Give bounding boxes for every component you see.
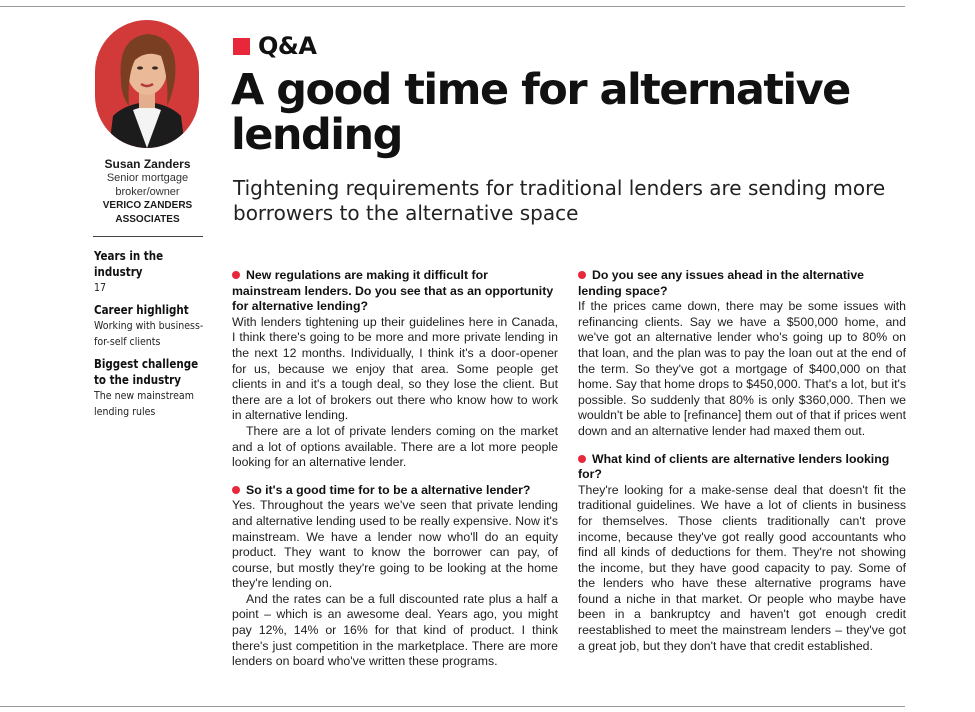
answer-paragraph: There are a lot of private lenders coming on the market and a lot of options available. There are a lot more people looking for an alternative lender.: [232, 423, 558, 470]
top-rule: [0, 6, 905, 7]
fact-value: 17: [94, 281, 107, 294]
article-column-right: [578, 268, 906, 654]
author-company: VERICO ZANDERS ASSOCIATES: [102, 200, 193, 225]
question: [578, 452, 906, 483]
subheadline: Tightening requirements for traditional lenders are sending more borrowers to the alternative space: [233, 176, 886, 225]
sidebar-divider: [93, 236, 203, 237]
fact-value: Working with business-for-self clients: [94, 319, 204, 348]
answer-paragraph: Yes. Throughout the years we've seen that private lending and alternative lending used to be really expensive. Now it's mainstream. We have a lender now who'll do an equity product. They want to know the borrower can pay, of course, but mostly they're going to be looking at the home they're lending on.: [232, 498, 558, 591]
fact-label: Biggest challenge to the industry: [94, 357, 199, 387]
author-photo: [95, 20, 199, 148]
question-text: New regulations are making it difficult for mainstream lenders. Do you see that as an opportunity for alternative lending?: [232, 268, 554, 314]
answer-paragraph: If the prices came down, there may be some issues with refinancing clients. Say we have a $500,000 home, and we've got an alternative lender who's going up to 80% on that loan, and the plan was to pay the loan out at the end of the term. So they've got a mortgage of $400,000 on that home. Say that home drops to $450,000. That's a lot, but it's possible. So suddenly that 80% is only $360,000. Then we wouldn't be able to [refinance] them out of that if prices went down and an alternative lender had maxed them out.: [578, 299, 906, 438]
fact-label: Years in the industry: [94, 249, 164, 279]
author-name: Susan Zanders: [104, 157, 191, 171]
red-square-icon: [233, 38, 250, 55]
bottom-rule: [0, 706, 905, 707]
red-bullet-icon: [578, 455, 586, 463]
headline: A good time for alternative lending: [231, 65, 850, 160]
section-tag-label: Q&A: [258, 32, 317, 60]
red-bullet-icon: [232, 271, 240, 279]
question-text: So it's a good time for to be a alternative lender?: [246, 482, 531, 497]
answer-paragraph: With lenders tightening up their guidelines here in Canada, I think there's going to be more and more private lending in the next 12 months. Individually, I think it's a door-opener for us, because we enjoy that area. Some people get clients in and it's a tough deal, so they lose the client. But there are a lot of brokers out there who know how to work in alternative lending.: [232, 314, 558, 423]
question: [578, 268, 906, 299]
answer-paragraph: And the rates can be a full discounted rate plus a half a point – which is an awesome deal. Years ago, you might pay 12%, 14% or 16% for that kind of product. I think there's just competition in the marketplace. There are more lenders on board who've written these programs.: [232, 591, 558, 669]
article-column-left: [232, 268, 558, 670]
author-role: Senior mortgage broker/owner: [106, 172, 189, 198]
question: [232, 268, 558, 315]
question-text: What kind of clients are alternative lenders looking for?: [578, 451, 890, 482]
question: [232, 483, 558, 499]
red-bullet-icon: [232, 486, 240, 494]
author-block: [90, 157, 205, 227]
fact-list: [94, 248, 206, 426]
question-text: Do you see any issues ahead in the alternative lending space?: [578, 268, 865, 298]
fact-value: The new mainstream lending rules: [94, 389, 194, 418]
fact-label: Career highlight: [94, 303, 189, 317]
answer-paragraph: They're looking for a make-sense deal that doesn't fit the traditional guidelines. We have a lot of clients in business for themselves. Those clients traditionally can't prove income, because they've got really good accountants who find all kinds of deductions for them. They're not showing the income, but they have good capacity to pay. Some of the lenders who have these alternative programs have found a niche in that market. Or people who maybe have been in a bankruptcy and haven't got enough credit reestablished to meet the mainstream lenders – they've got a great job, but they don't have that credit established.: [578, 482, 906, 653]
section-tag: [233, 32, 316, 60]
red-bullet-icon: [578, 271, 586, 279]
